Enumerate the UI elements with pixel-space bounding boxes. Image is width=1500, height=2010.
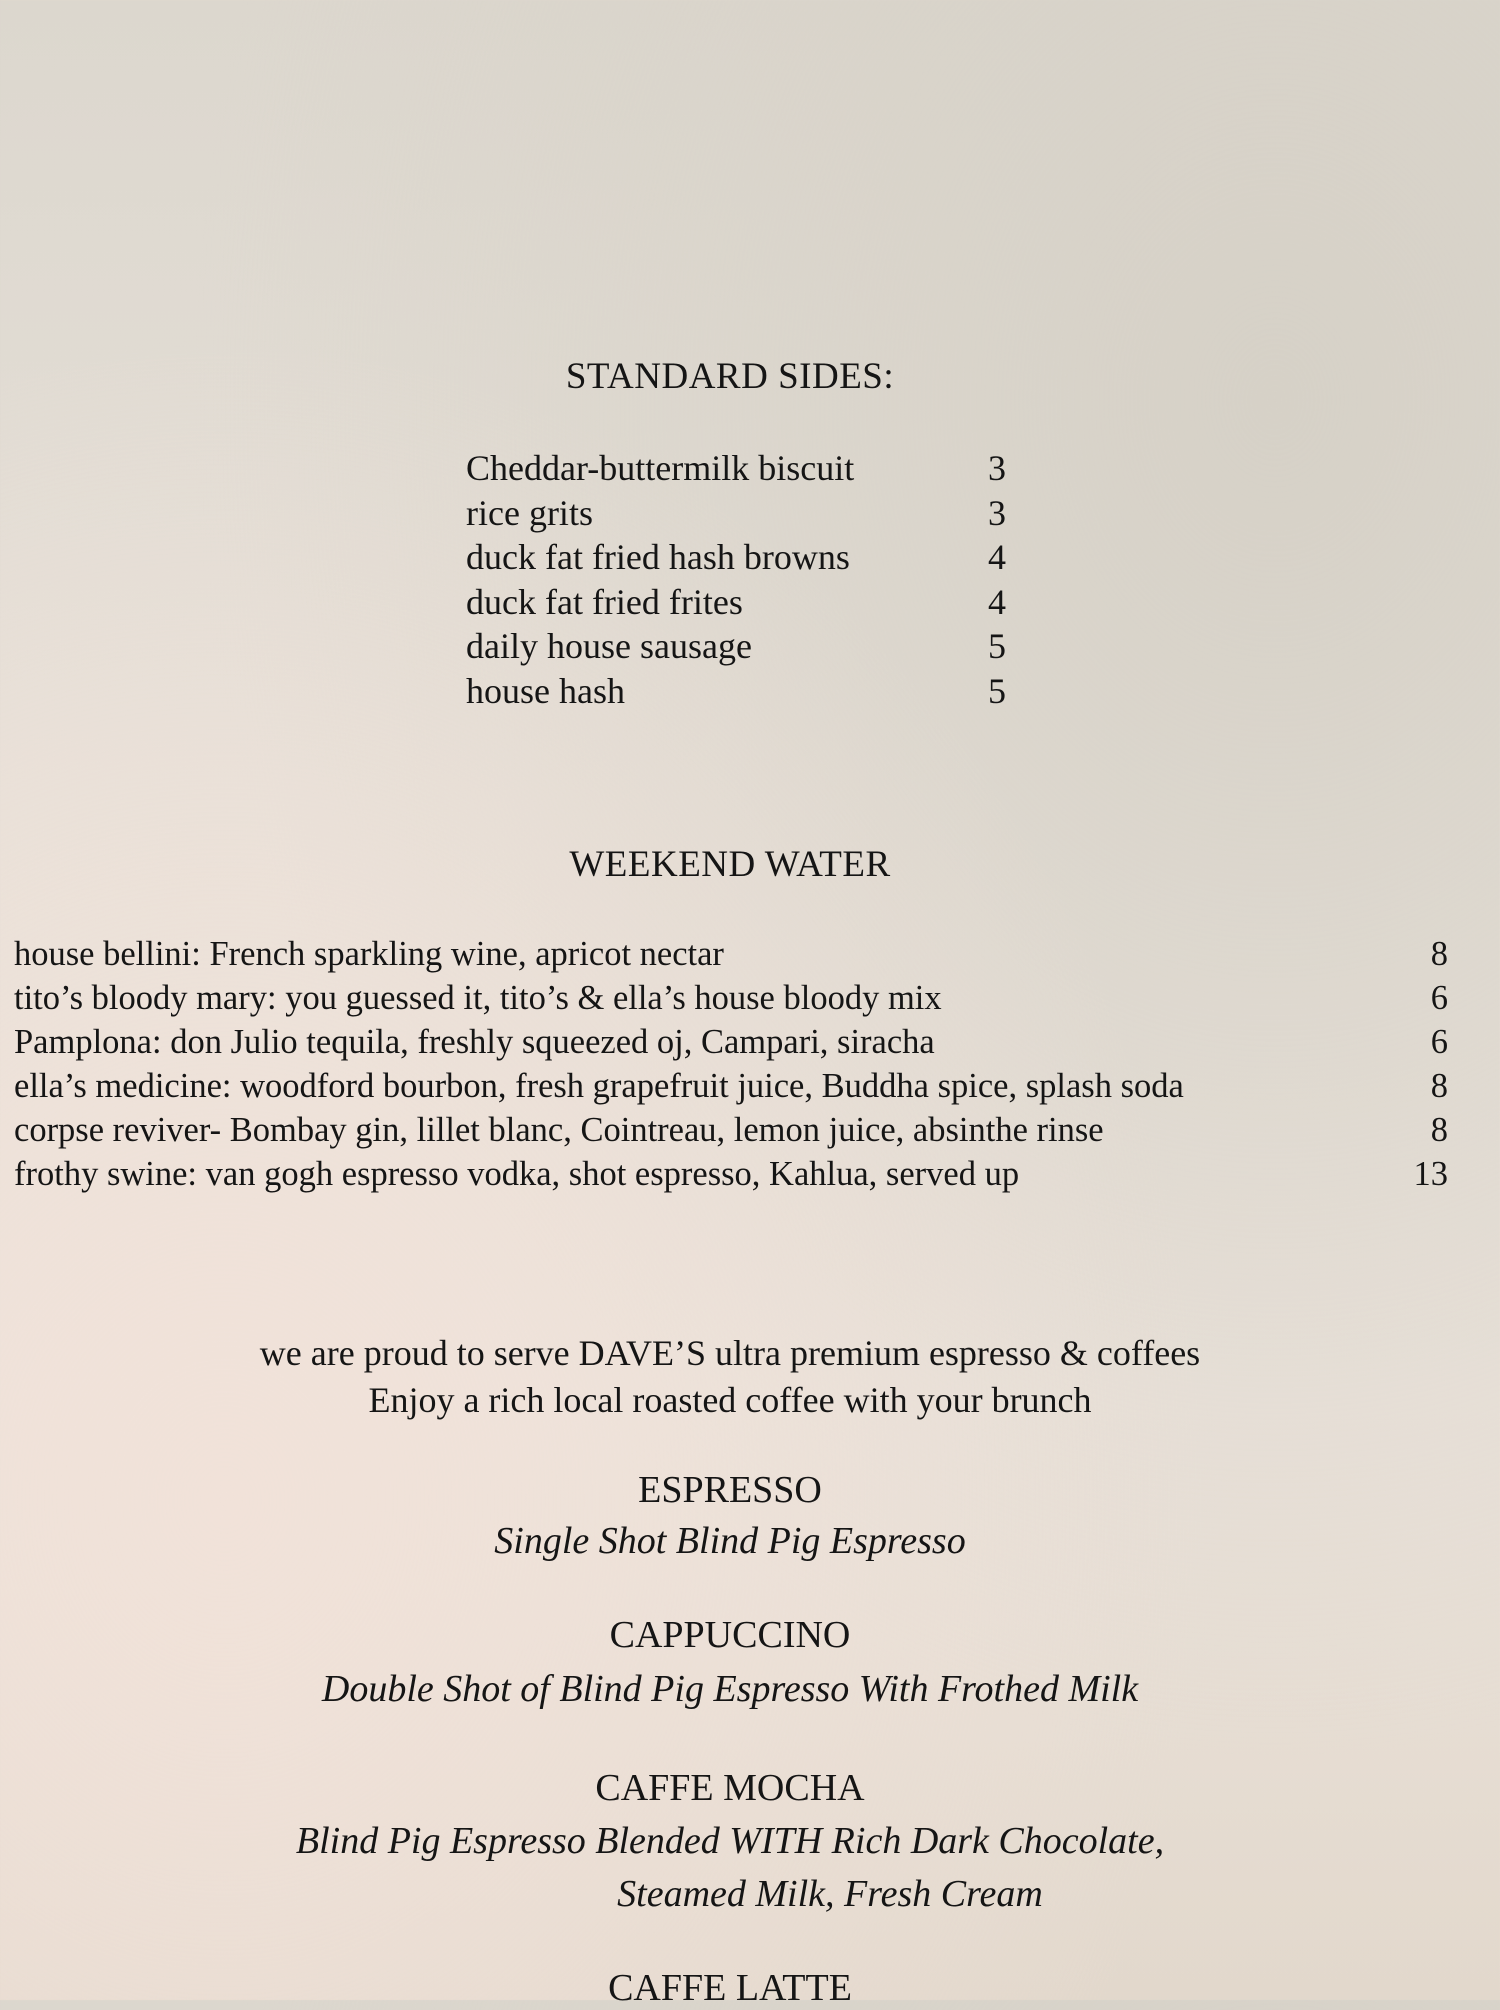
caffe-latte-title: CAFFE LATTE [608,1967,852,2009]
side-price: 5 [988,626,1006,666]
side-price: 4 [988,537,1006,577]
side-name: daily house sausage [466,626,752,666]
side-name: Cheddar-buttermilk biscuit [466,448,855,488]
drink-name: corpse reviver- Bombay gin, lillet blanc, Cointreau, lemon juice, absinthe rinse [14,1111,1104,1149]
drink-name: tito’s bloody mary: you guessed it, tito’s & ella’s house bloody mix [14,979,942,1017]
drink-price: 8 [1430,1067,1448,1105]
side-name: rice grits [466,492,593,533]
drink-name: ella’s medicine: woodford bourbon, fresh grapefruit juice, Buddha spice, splash soda [14,1067,1184,1105]
espresso-title: ESPRESSO [638,1469,822,1511]
list-item [466,669,1006,714]
drink-price: 8 [1430,1111,1448,1149]
standard-sides-list [466,446,1006,713]
side-name: house hash [466,670,625,711]
drink-price: 8 [1430,935,1448,973]
cappuccino-description: Double Shot of Blind Pig Espresso With Frothed Milk [321,1668,1139,1710]
list-item [14,1152,1454,1196]
side-price: 3 [988,448,1006,488]
side-price: 3 [988,492,1006,533]
list-item [466,491,1006,536]
list-item [14,1020,1454,1064]
drink-name: frothy swine: van gogh espresso vodka, shot espresso, Kahlua, served up [14,1155,1020,1193]
side-price: 4 [988,581,1006,622]
caffe-mocha-title: CAFFE MOCHA [595,1767,865,1809]
coffee-intro-line: Enjoy a rich local roasted coffee with your brunch [368,1380,1092,1420]
list-item [14,932,1454,976]
list-item [14,976,1454,1020]
espresso-description: Single Shot Blind Pig Espresso [494,1520,966,1562]
drink-price: 13 [1413,1155,1448,1193]
weekend-water-heading: WEEKEND WATER [569,844,891,885]
list-item [466,446,1006,491]
list-item [14,1064,1454,1108]
list-item [466,535,1006,580]
caffe-mocha-description: Blind Pig Espresso Blended WITH Rich Dark Chocolate, [295,1820,1165,1862]
side-name: duck fat fried hash browns [466,537,850,577]
caffe-mocha-description: Steamed Milk, Fresh Cream [617,1873,1043,1915]
coffee-intro-line: we are proud to serve DAVE’S ultra premium espresso & coffees [259,1333,1201,1373]
list-item [466,624,1006,669]
cappuccino-title: CAPPUCCINO [609,1614,851,1656]
drink-name: house bellini: French sparkling wine, apricot nectar [14,935,724,973]
drink-name: Pamplona: don Julio tequila, freshly squeezed oj, Campari, siracha [14,1023,935,1061]
list-item [14,1108,1454,1152]
list-item [466,580,1006,625]
side-price: 5 [988,670,1006,711]
weekend-water-list [14,932,1454,1196]
standard-sides-heading: STANDARD SIDES: [565,356,895,397]
drink-price: 6 [1430,979,1448,1017]
side-name: duck fat fried frites [466,581,743,622]
drink-price: 6 [1430,1023,1448,1061]
